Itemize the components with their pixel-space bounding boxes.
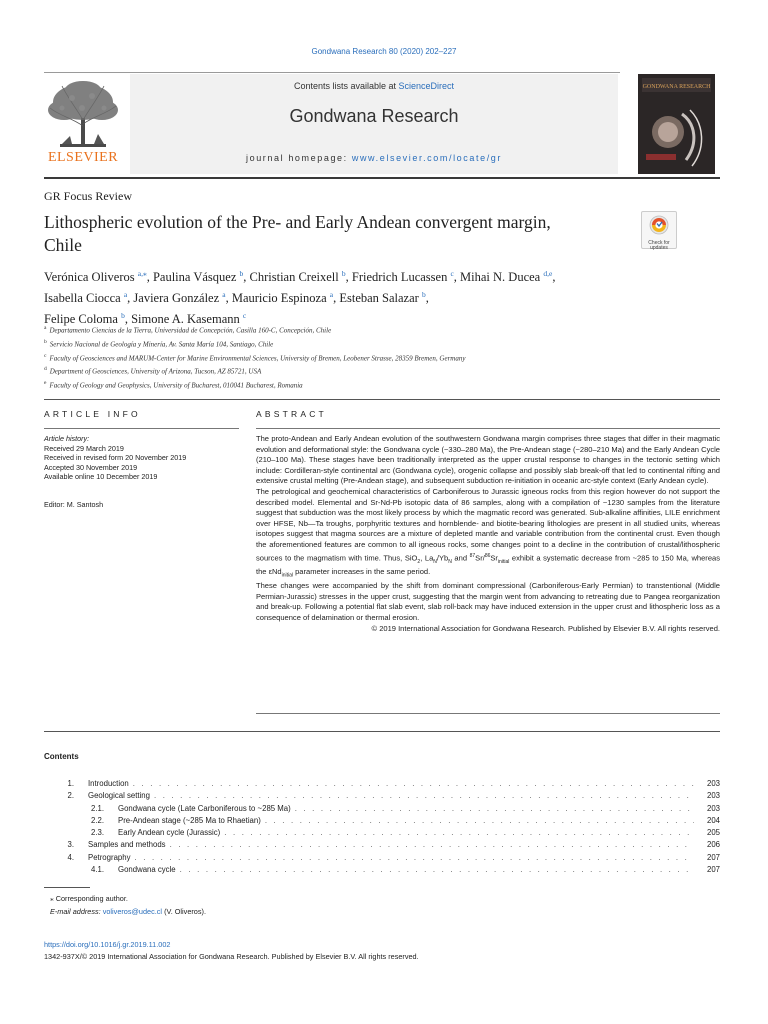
contents-top-rule xyxy=(44,731,720,732)
accepted-date: Accepted 30 November 2019 xyxy=(44,462,138,472)
toc-entry[interactable] xyxy=(44,816,720,828)
toc-leader-dots xyxy=(170,840,694,849)
article-info-rule xyxy=(44,428,239,429)
check-updates-label: Check for updates xyxy=(648,240,670,251)
masthead-top-rule xyxy=(44,72,620,73)
article-title: Lithospheric evolution of the Pre- and Early Andean convergent margin, Chile xyxy=(44,212,551,255)
author-separator: , xyxy=(225,291,232,306)
author-separator: , xyxy=(345,270,352,285)
journal-citation[interactable]: Gondwana Research 80 (2020) 202–227 xyxy=(311,47,457,56)
affiliation-item xyxy=(44,323,684,337)
toc-leader-dots xyxy=(265,816,694,825)
affiliation-item xyxy=(44,351,684,365)
table-of-contents xyxy=(44,779,720,877)
sciencedirect-link[interactable]: ScienceDirect xyxy=(398,81,455,91)
toc-leader-dots xyxy=(154,791,694,800)
article-info-heading: ARTICLE INFO xyxy=(44,409,141,419)
author-separator: , xyxy=(243,270,250,285)
author-name[interactable]: Felipe Coloma xyxy=(44,312,118,327)
toc-page-number: 205 xyxy=(706,828,720,838)
author-affiliation-marker[interactable]: a xyxy=(123,290,128,300)
toc-title[interactable]: Samples and methods xyxy=(88,840,166,850)
affiliation-label: d xyxy=(44,366,47,373)
toc-page-number: 203 xyxy=(706,803,720,813)
affiliation-item xyxy=(44,378,684,392)
toc-entry[interactable] xyxy=(44,804,720,816)
toc-leader-dots xyxy=(295,804,694,813)
author-name[interactable]: Simone A. Kasemann xyxy=(131,312,240,327)
affiliation-item xyxy=(44,364,684,378)
homepage-link[interactable]: www.elsevier.com/locate/gr xyxy=(351,153,502,163)
affiliation-list xyxy=(44,323,684,392)
author-name[interactable]: Mauricio Espinoza xyxy=(231,291,327,306)
author-name[interactable]: Isabella Ciocca xyxy=(44,291,121,306)
cover-title: GONDWANA RESEARCH xyxy=(642,84,711,90)
toc-number: 2.3. xyxy=(90,828,104,838)
editor-line: Editor: M. Santosh xyxy=(44,500,104,509)
affiliation-label: e xyxy=(44,380,47,387)
author-affiliation-marker[interactable]: a xyxy=(222,290,226,300)
author-name[interactable]: Christian Creixell xyxy=(249,270,339,285)
abstract-copyright: © 2019 International Association for Gondwana Research. Published by Elsevier B.V. All rights reserved. xyxy=(371,623,720,633)
revised-date: Received in revised form 20 November 2019 xyxy=(44,453,187,462)
author-name[interactable]: Javiera González xyxy=(133,291,220,306)
abstract-body xyxy=(256,434,720,634)
toc-entry[interactable] xyxy=(44,853,720,865)
abstract-paragraph-1: The proto-Andean and Early Andean evolution of the southwestern Gondwana margin comprises three stages that differ in their magmatic evolution and deformational style: the Gondwana cycle (~330–280 Ma), the Pre-Andean stage (~280–210 Ma) and the Early Andean Cycle (210–100 Ma). These stages have been traditionally interpreted as the upper crustal response to changes in the tectonic setting which include: Cordilleran-style continental arc (Gondwana cycle), orogenic collapse and possibly slab break-off that led to continental rifting and extensive crustal melting (Pre-Andean stage), and subsequent subduction re-initiation in oceanic arc-style context (Early Andean cycle). xyxy=(256,434,720,486)
footnote-corresponding: Corresponding author. xyxy=(55,894,128,903)
author-name[interactable]: Verónica Oliveros xyxy=(44,270,135,285)
toc-entry[interactable] xyxy=(44,865,720,877)
journal-name: Gondwana Research xyxy=(289,106,459,126)
affiliation-item xyxy=(44,337,684,351)
author-affiliation-marker[interactable]: b xyxy=(421,290,426,300)
received-date: Received 29 March 2019 xyxy=(44,443,124,453)
toc-page-number: 203 xyxy=(706,791,720,801)
toc-page-number: 203 xyxy=(706,779,720,788)
toc-number: 4.1. xyxy=(90,865,104,875)
abstract-paragraph-2: The petrological and geochemical characteristics of Carboniferous to Jurassic igneous rocks from this region however do not support the described model. Elemental and Sr-Nd-Pb isotopic data of 86 samples, along with a compilation of ~1230 samples from the literature suggest that subduction was the most likely process by which the magmatic record was generated. Sub-alkaline affinities, LILE enrichment over HFSE, Nb—Ta troughs, porphyritic textures and hornblende- and biotite-bearing lithologies are present in all studied units, whereas isotopes suggest that magma sources are a mixture of depleted mantle and variable contribution from the continental crust. Even though the aforementioned features are common to all igneous rocks, some changes point to a decline in the contribution of crustal/lithospheric sources to the magmatism with time. Thus, SiO$_2$, $La_N/Yb_N$ and $^{87}Sr/^{86}Sr_{initial}$ exhibit a systematic decrease from ~285 to 150 Ma, whereas the εNd$_{initial}$ parameter increases in the same period. xyxy=(256,486,720,579)
toc-title[interactable]: Geological setting xyxy=(88,791,150,801)
affiliation-label: a xyxy=(44,325,47,331)
author-separator: , xyxy=(146,270,153,285)
affiliation-text: Servicio Nacional de Geología y Minería, Av. Santa María 104, Santiago, Chile xyxy=(49,340,274,349)
toc-number: 2. xyxy=(67,791,74,801)
author-email-link[interactable]: voliveros@udec.cl xyxy=(102,906,163,916)
toc-title[interactable]: Gondwana cycle (Late Carboniferous to ~285 Ma) xyxy=(118,803,291,813)
author-separator: , xyxy=(333,291,340,306)
contents-prefix: Contents lists available at xyxy=(293,81,399,91)
author-name[interactable]: Mihai N. Ducea xyxy=(460,270,541,285)
author-affiliation-marker[interactable]: c xyxy=(242,311,247,321)
author-separator: , xyxy=(552,270,556,285)
toc-title[interactable]: Early Andean cycle (Jurassic) xyxy=(118,828,221,838)
contents-heading: Contents xyxy=(44,752,79,761)
journal-homepage-line xyxy=(130,153,618,163)
toc-title[interactable]: Pre-Andean stage (~285 Ma to Rhaetian) xyxy=(118,815,261,825)
affiliation-text: Department of Geosciences, University of Arizona, Tucson, AZ 85721, USA xyxy=(49,367,262,376)
affiliation-text: Faculty of Geosciences and MARUM-Center for Marine Environmental Sciences, University of Bremen, Leobener Strasse, 28359 Bremen, Germany xyxy=(49,353,466,362)
toc-number: 3. xyxy=(67,840,74,850)
author-name[interactable]: Esteban Salazar xyxy=(339,291,419,306)
toc-leader-dots xyxy=(180,865,694,874)
contents-available-line xyxy=(130,81,618,91)
toc-number: 4. xyxy=(67,852,74,862)
toc-page-number: 207 xyxy=(706,852,720,862)
author-affiliation-marker[interactable]: b xyxy=(341,269,346,278)
footnote-rule xyxy=(44,887,90,888)
online-date: Available online 10 December 2019 xyxy=(44,472,158,481)
toc-entry[interactable] xyxy=(44,779,720,791)
history-label: Article history: xyxy=(44,434,90,443)
abstract-rule xyxy=(256,428,720,429)
author-separator: , xyxy=(124,312,132,327)
abstract-bottom-rule xyxy=(256,713,720,714)
affiliation-text: Faculty of Geology and Geophysics, University of Bucharest, 010041 Bucharest, Romania xyxy=(49,381,303,390)
header-divider xyxy=(44,399,720,400)
author-affiliation-marker[interactable]: a xyxy=(329,290,334,300)
toc-page-number: 207 xyxy=(706,865,720,875)
abstract-paragraph-3: These changes were accompanied by the shift from dominant compressional (Carboniferous-Early Permian) to transtentional (Middle Permian-Jurassic) stresses in the upper crust, suggesting that the margin went from advancing to retreating due to Pangea reorganization and break-up. Following a potential flat slab event, slab roll-back may have induced extension in the upper crust and lithospheric loss as a consequence of delamination or thermal erosion. xyxy=(256,581,720,623)
toc-title[interactable]: Petrography xyxy=(88,852,131,862)
homepage-prefix: journal homepage: xyxy=(246,153,352,163)
toc-entry[interactable] xyxy=(44,791,720,803)
toc-number: 2.1. xyxy=(90,803,104,813)
journal-cover-art-icon xyxy=(638,74,715,174)
issn-copyright-line: 1342-937X/© 2019 International Association for Gondwana Research. Published by Elsevier B.V. All rights reserved. xyxy=(44,952,419,961)
toc-entry[interactable] xyxy=(44,840,720,852)
check-updates-icon xyxy=(649,215,669,235)
toc-number: 2.2. xyxy=(90,815,104,825)
masthead-bottom-rule xyxy=(44,177,720,179)
email-label: E-mail address: xyxy=(50,906,103,916)
author-name[interactable]: Paulina Vásquez xyxy=(152,270,237,285)
article-type: GR Focus Review xyxy=(44,189,132,203)
toc-title[interactable]: Introduction xyxy=(88,779,129,788)
affiliation-label: c xyxy=(44,352,47,359)
toc-page-number: 204 xyxy=(706,815,720,825)
author-affiliation-marker[interactable]: d,e xyxy=(543,269,553,278)
author-affiliation-marker[interactable]: c xyxy=(450,269,454,278)
author-separator: , xyxy=(453,270,461,285)
doi-link[interactable]: https://doi.org/10.1016/j.gr.2019.11.002 xyxy=(44,940,171,949)
email-suffix: (V. Oliveros). xyxy=(162,906,206,916)
affiliation-label: b xyxy=(44,338,47,345)
author-separator: , xyxy=(425,291,429,306)
affiliation-text: Departamento Ciencias de la Tierra, Universidad de Concepción, Casilla 160-C, Concepción, Chile xyxy=(49,326,332,335)
check-for-updates-button[interactable] xyxy=(641,211,677,249)
journal-cover-image[interactable] xyxy=(638,74,715,174)
toc-title[interactable]: Gondwana cycle xyxy=(118,865,176,875)
article-history xyxy=(44,434,244,482)
abstract-heading: ABSTRACT xyxy=(256,409,327,419)
toc-page-number: 206 xyxy=(706,840,720,850)
toc-entry[interactable] xyxy=(44,828,720,840)
toc-number: 1. xyxy=(67,779,74,788)
corresponding-author-footnote xyxy=(50,893,206,918)
elsevier-wordmark: ELSEVIER xyxy=(47,150,119,165)
author-list xyxy=(44,265,684,328)
toc-leader-dots xyxy=(224,828,694,837)
footnote-marker: ⁎ xyxy=(50,894,54,903)
author-name[interactable]: Friedrich Lucassen xyxy=(351,270,448,285)
author-separator: , xyxy=(127,291,134,306)
toc-leader-dots xyxy=(134,853,694,862)
author-affiliation-marker[interactable]: b xyxy=(239,269,244,278)
author-affiliation-marker[interactable]: a,⁎ xyxy=(137,269,147,278)
author-affiliation-marker[interactable]: b xyxy=(121,311,125,321)
toc-leader-dots xyxy=(133,779,694,788)
